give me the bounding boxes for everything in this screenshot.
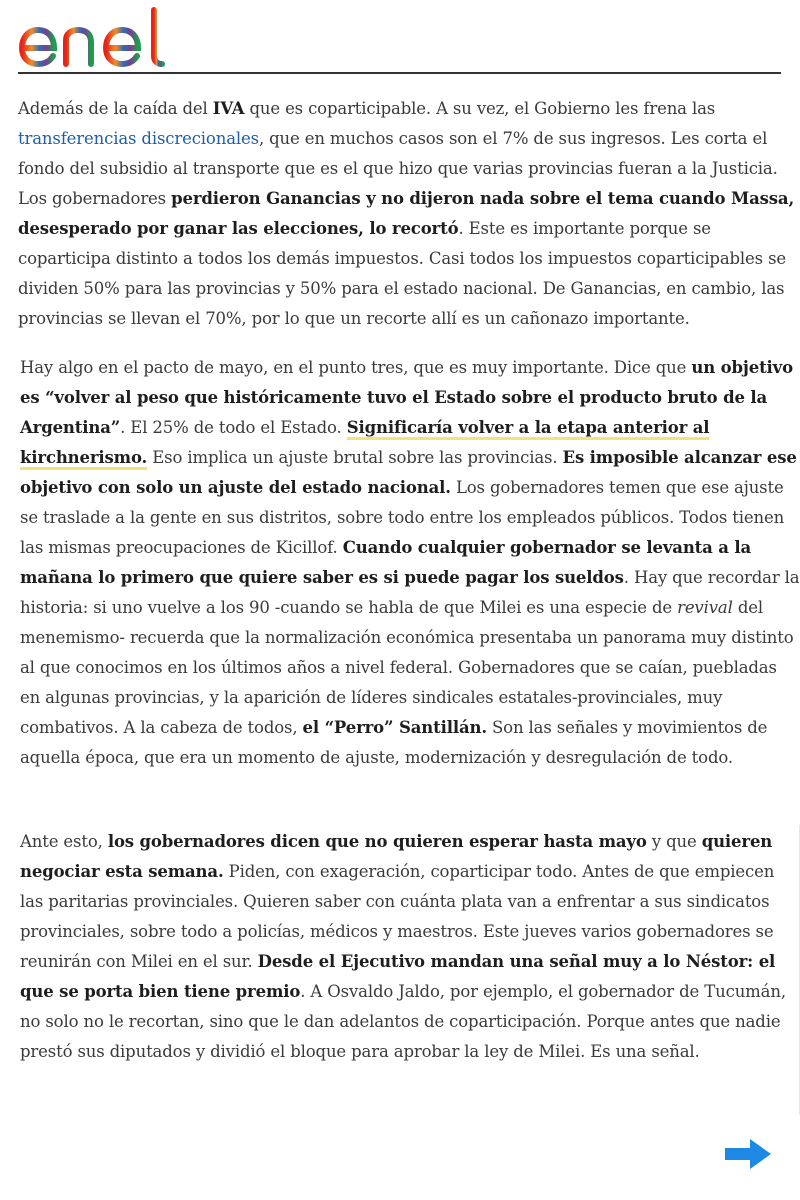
inline-link[interactable]: transferencias discrecionales <box>18 129 259 148</box>
text-run: y que <box>646 832 702 851</box>
text-run: Son las señales y movimientos de aquella época, que era un momento de ajuste, modernización y desregulación de todo. <box>20 718 768 767</box>
bold-text: perdieron Ganancias y no dijeron nada sobre el tema cuando Massa, desesperado por ganar las elecciones, lo recortó <box>18 189 795 238</box>
article-paragraph-3 <box>20 827 800 1067</box>
text-run: Además de la caída del <box>18 99 213 118</box>
bold-text: Desde el Ejecutivo mandan una señal muy a lo Néstor: el que se porta bien tiene premio <box>20 952 776 1001</box>
article-paragraph-1 <box>18 94 798 334</box>
header-divider <box>18 72 781 74</box>
highlighted-text: Significaría volver a la etapa anterior al kirchnerismo. <box>20 418 710 467</box>
text-run: Ante esto, <box>20 832 108 851</box>
text-run: Los gobernadores temen que ese ajuste se traslade a la gente en sus distritos, sobre todo entre los empleados públicos. Todos tienen las mismas preocupaciones de Kicillof. <box>20 478 785 557</box>
bold-text: Es imposible alcanzar ese objetivo con solo un ajuste del estado nacional. <box>20 448 797 497</box>
bold-text: el “Perro” Santillán. <box>302 718 487 737</box>
text-run: , que en muchos casos son el 7% de sus ingresos. Les corta el fondo del subsidio al transporte que es el que hizo que varias provincias fueran a la Justicia. Los gobernadores <box>18 129 778 208</box>
text-run: Eso implica un ajuste brutal sobre las provincias. <box>147 448 563 467</box>
arrow-right-icon[interactable] <box>722 1136 774 1172</box>
text-run: Piden, con exageración, coparticipar todo. Antes de que empiecen las paritarias provinciales. Quieren saber con cuánta plata van a enfrentar a sus sindicatos provinciales, sobre todo a policías, médicos y maestros. Este jueves varios gobernadores se reunirán con Milei en el sur. <box>20 862 775 971</box>
text-run: . Hay que recordar la historia: si uno vuelve a los 90 -cuando se habla de que Milei es una especie de <box>20 568 800 617</box>
bold-text: quieren negociar esta semana. <box>20 832 773 881</box>
article-paragraph-2 <box>20 353 800 773</box>
text-run: Hay algo en el pacto de mayo, en el punto tres, que es muy importante. Dice que <box>20 358 692 377</box>
italic-text: revival <box>677 598 733 617</box>
text-run: . A Osvaldo Jaldo, por ejemplo, el gobernador de Tucumán, no solo no le recortan, sino que le dan adelantos de coparticipación. Porque antes que nadie prestó sus diputados y dividió el bloque para aprobar la ley de Milei. Es una señal. <box>20 982 786 1061</box>
text-run: . Este es importante porque se coparticipa distinto a todos los demás impuestos. Casi todos los impuestos coparticipables se dividen 50% para las provincias y 50% para el estado nacional. De Ganancias, en cambio, las provincias se llevan el 70%, por lo que un recorte allí es un cañonazo importante. <box>18 219 787 328</box>
bold-text: un objetivo es “volver al peso que históricamente tuvo el Estado sobre el producto bruto de la Argentina” <box>20 358 793 437</box>
text-run: . El 25% de todo el Estado. <box>120 418 347 437</box>
bold-text: los gobernadores dicen que no quieren esperar hasta mayo <box>107 832 647 851</box>
bold-text: IVA <box>212 99 245 118</box>
bold-text: Cuando cualquier gobernador se levanta a la mañana lo primero que quiere saber es si puede pagar los sueldos <box>20 538 752 587</box>
text-run: del menemismo- recuerda que la normalización económica presentaba un panorama muy distinto al que conocimos en los últimos años a nivel federal. Gobernadores que se caían, puebladas en algunas provincias, y la aparición de líderes sindicales estatales-provinciales, muy combativos. A la cabeza de todos, <box>20 598 794 737</box>
text-run: que es coparticipable. A su vez, el Gobierno les frena las <box>244 99 716 118</box>
enel-logo <box>16 6 181 70</box>
